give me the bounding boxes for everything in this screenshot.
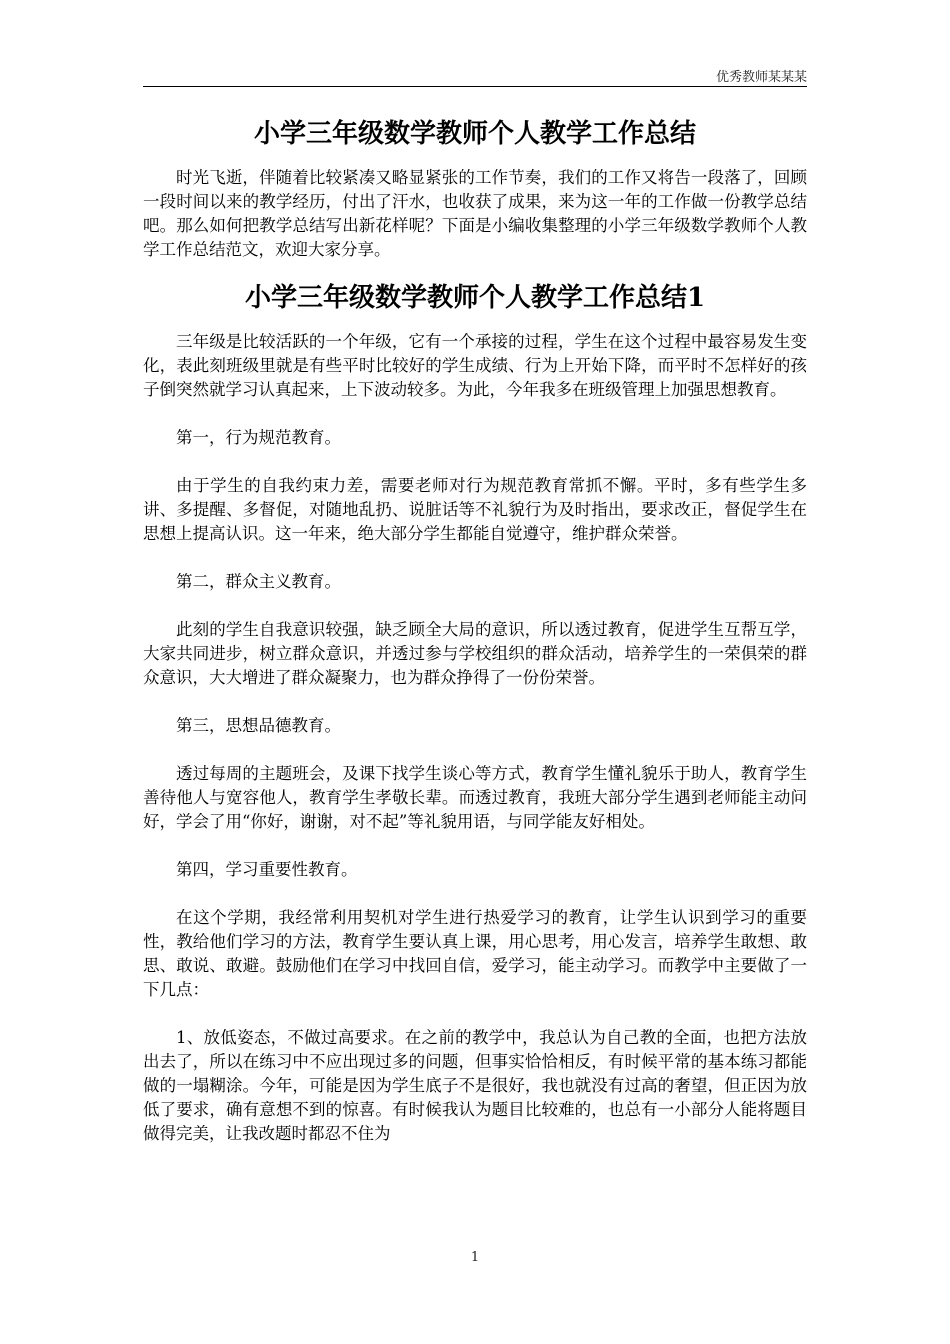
body-paragraph: 1、放低姿态，不做过高要求。在之前的教学中，我总认为自己教的全面，也把方法放出去了，所以在练习中不应出现过多的问题，但事实恰恰相反，有时候平常的基本练习都能做的一塌糊涂。今年，可能是因为学生底子不是很好，我也就没有过高的奢望，但正因为放低了要求，确有意想不到的惊喜。有时候我认为题目比较难的，也总有一小部分人能将题目做得完美，让我改题时都忍不住为 — [143, 1028, 807, 1143]
body-paragraph: 三年级是比较活跃的一个年级，它有一个承接的过程，学生在这个过程中最容易发生变化，表此刻班级里就是有些平时比较好的学生成绩、行为上开始下降，而平时不怎样好的孩子倒突然就学习认真起来，上下波动较多。为此，今年我多在班级管理上加强思想教育。 — [143, 332, 807, 399]
body-paragraph: 第二，群众主义教育。 — [176, 572, 341, 591]
intro-paragraph: 时光飞逝，伴随着比较紧凑又略显紧张的工作节奏，我们的工作又将告一段落了，回顾一段时间以来的教学经历，付出了汗水，也收获了成果，来为这一年的工作做一份教学总结吧。那么如何把教学总结写出新花样呢？下面是小编收集整理的小学三年级数学教师个人教学工作总结范文，欢迎大家分享。 — [143, 168, 807, 259]
body-paragraph: 第四，学习重要性教育。 — [176, 860, 358, 879]
body-paragraph: 由于学生的自我约束力差，需要老师对行为规范教育常抓不懈。平时，多有些学生多讲、多提醒、多督促，对随地乱扔、说脏话等不礼貌行为及时指出，要求改正，督促学生在思想上提高认识。这一年来，绝大部分学生都能自觉遵守，维护群众荣誉。 — [143, 476, 807, 543]
document-body — [143, 112, 807, 1170]
page-number: 1 — [470, 1250, 480, 1265]
header-divider — [143, 86, 807, 87]
body-paragraph: 第三，思想品德教育。 — [176, 716, 341, 735]
body-paragraph: 在这个学期，我经常利用契机对学生进行热爱学习的教育，让学生认识到学习的重要性，教给他们学习的方法，教育学生要认真上课，用心思考，用心发言，培养学生敢想、敢思、敢说、敢避。鼓励他们在学习中找回自信，爱学习，能主动学习。而教学中主要做了一下几点： — [143, 908, 807, 999]
header-author: 优秀教师某某某 — [715, 70, 807, 85]
body-paragraph: 第一，行为规范教育。 — [176, 428, 341, 447]
section-title: 小学三年级数学教师个人教学工作总结1 — [244, 283, 706, 313]
document-title: 小学三年级数学教师个人教学工作总结 — [253, 119, 696, 149]
body-paragraph: 此刻的学生自我意识较强，缺乏顾全大局的意识，所以透过教育，促进学生互帮互学，大家共同进步，树立群众意识，并透过参与学校组织的群众活动，培养学生的一荣俱荣的群众意识，大大增进了群众凝聚力，也为群众挣得了一份份荣誉。 — [143, 620, 807, 687]
body-paragraph: 透过每周的主题班会，及课下找学生谈心等方式，教育学生懂礼貌乐于助人，教育学生善待他人与宽容他人，教育学生孝敬长辈。而透过教育，我班大部分学生遇到老师能主动问好，学会了用“你好，谢谢，对不起”等礼貌用语，与同学能友好相处。 — [143, 764, 807, 831]
